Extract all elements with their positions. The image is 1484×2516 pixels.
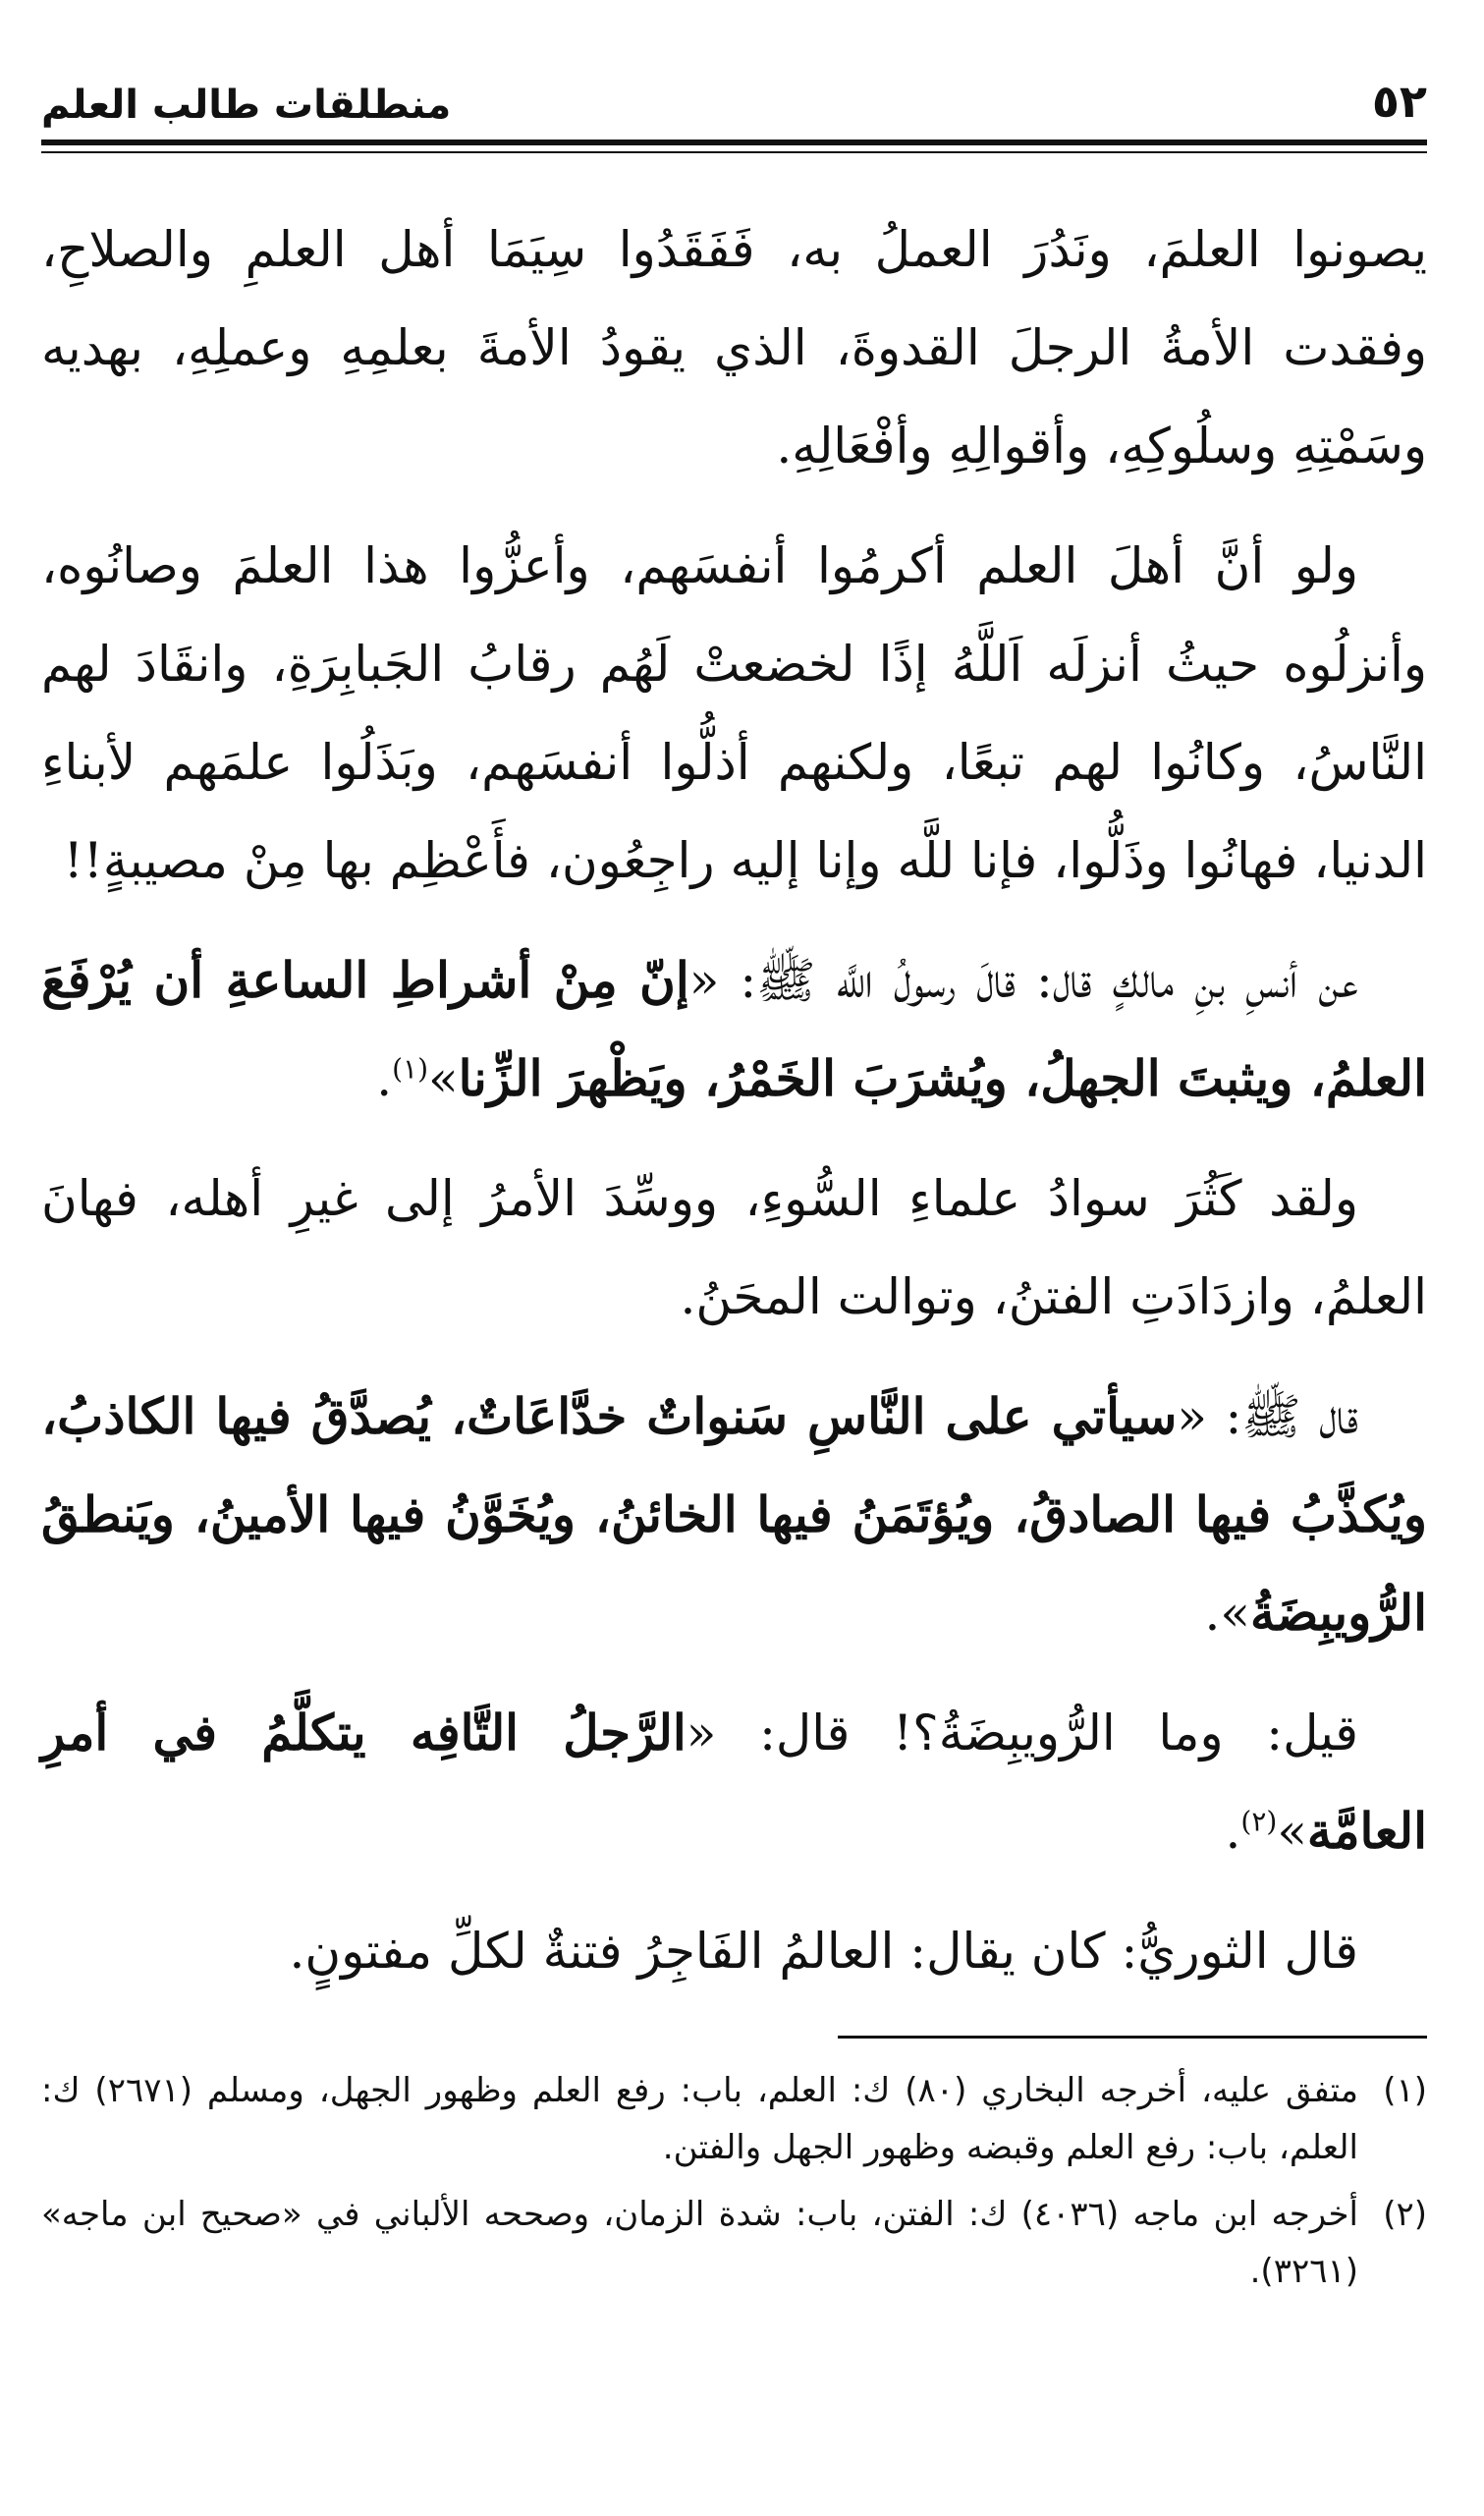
header-rule-thin — [41, 151, 1427, 153]
hadith-text: الرَّجلُ التَّافِه يتكلَّمُ في أمرِ العامَّة — [41, 1704, 1427, 1860]
sentence-end: . — [376, 1050, 393, 1107]
hadith-paragraph — [41, 931, 1427, 1128]
hadith-paragraph — [41, 1684, 1427, 1880]
main-text — [41, 200, 1427, 2000]
running-title: منطلقات طالب العلم — [41, 83, 452, 128]
hadith-intro: عن أنسِ بنِ مالكٍ قال: قالَ رسولُ اللَّه ﷺ: « — [688, 952, 1358, 1009]
footnote — [41, 2186, 1427, 2300]
footnotes — [41, 2062, 1427, 2300]
paragraph: يصونوا العلمَ، ونَدُرَ العملُ به، فَفَقَدُوا سِيَمَا أهل العلمِ والصلاحِ، وفقدت الأمةُ الرجلَ القدوةَ، الذي يقودُ الأمةَ بعلمِهِ وعملِهِ، بهديه وسَمْتِهِ وسلُوكِهِ، وأقوالِهِ وأفْعَالِهِ. — [41, 221, 1427, 475]
paragraph: قال الثوريُّ: كان يقال: العالمُ الفَاجِرُ فتنةٌ لكلِّ مفتونٍ. — [289, 1923, 1358, 1980]
footnote-divider — [838, 2036, 1427, 2039]
paragraph: ولو أنَّ أهلَ العلم أكرمُوا أنفسَهم، وأعزُّوا هذا العلمَ وصانُوه، وأنزلُوه حيثُ أنزلَه اَللَّهُ إذًا لخضعتْ لَهُم رقابُ الجَبابِرَةِ، وانقَادَ لهم النَّاسُ، وكانُوا لهم تبعًا، ولكنهم أذلُّوا أنفسَهم، وبَذَلُوا علمَهم لأبناءِ الدنيا، فهانُوا وذَلُّوا، فإنا للَّه وإنا إليه راجِعُون، فأَعْظِم بها مِنْ مصيبةٍ!! — [41, 537, 1427, 889]
footnote — [41, 2062, 1427, 2176]
page-number: ٥٢ — [1371, 75, 1427, 128]
hadith-text: سيأتي على النَّاسِ سَنواتٌ خدَّاعَاتٌ، يُصدَّقُ فيها الكاذبُ، ويُكذَّبُ فيها الصادقُ، ويُؤتَمَنُ فيها الخائنُ، ويُخَوَّنُ فيها الأمينُ، ويَنطقُ الرُّويبِضَةُ — [41, 1387, 1427, 1642]
hadith-intro: قال ﷺ: « — [1177, 1388, 1358, 1445]
footnote-ref: (١) — [392, 1052, 429, 1086]
hadith-paragraph — [41, 1368, 1427, 1662]
sentence-end: . — [1225, 1803, 1241, 1860]
hadith-intro: قيل: وما الرُّويبِضَةُ؟! قال: « — [686, 1705, 1358, 1761]
quote-close: ». — [1204, 1585, 1250, 1642]
footnote-ref: (٢) — [1240, 1805, 1278, 1838]
footnote-text: أخرجه ابن ماجه (٤٠٣٦) ك: الفتن، باب: شدة الزمان، وصححه الألباني في «صحيح ابن ماجه» (٣٢٦١). — [41, 2195, 1359, 2291]
page-header — [41, 59, 1427, 128]
header-rule-thick — [41, 140, 1427, 145]
footnote-text: متفق عليه، أخرجه البخاري (٨٠) ك: العلم، باب: رفع العلم وظهور الجهل، ومسلم (٢٦٧١) ك: العلم، باب: رفع العلم وقبضه وظهور الجهل والفتن. — [41, 2071, 1358, 2167]
quote-close: » — [1277, 1803, 1307, 1860]
hadith-text: إنّ مِنْ أشراطِ الساعةِ أن يُرْفَعَ العلمُ، ويثبتَ الجهلُ، ويُشرَبَ الخَمْرُ، ويَظْهرَ الزِّنا — [41, 951, 1427, 1107]
footnote-number: (٢) — [1383, 2195, 1427, 2234]
paragraph: ولقد كَثُرَ سوادُ علماءِ السُّوءِ، ووسِّدَ الأمرُ إلى غيرِ أهله، فهانَ العلمُ، وازدَادَتِ الفتنُ، وتوالت المحَنُ. — [41, 1170, 1427, 1325]
footnote-number: (١) — [1383, 2071, 1427, 2110]
quote-close: » — [428, 1050, 459, 1107]
